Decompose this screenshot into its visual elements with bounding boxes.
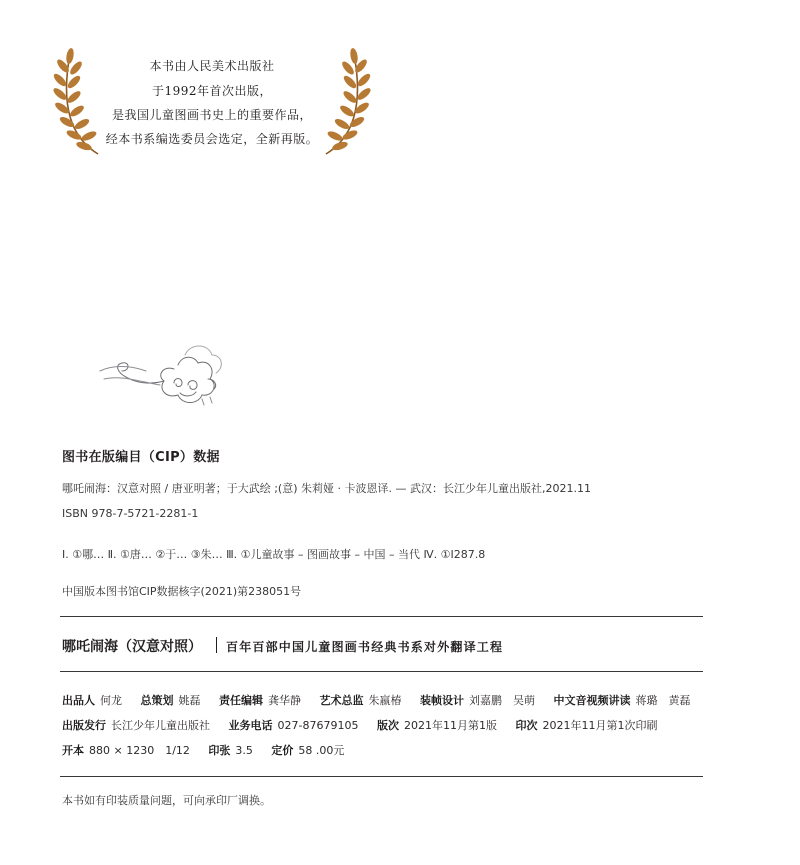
- credit-label: 出品人: [62, 694, 95, 707]
- award-line-1: 本书由人民美术出版社: [149, 59, 275, 73]
- credit-value: 长江少年儿童出版社: [111, 719, 210, 732]
- award-line-2: 于1992年首次出版，: [151, 84, 273, 98]
- cip-record-number: 中国版本图书馆CIP数据核字(2021)第238051号: [62, 585, 302, 598]
- award-line-3: 是我国儿童图画书史上的重要作品，: [111, 108, 312, 122]
- cip-classification: Ⅰ. ①哪… Ⅱ. ①唐… ②于… ③朱… Ⅲ. ①儿童故事 – 图画故事 – 中国 – 当代 Ⅳ. ①I287.8: [62, 548, 486, 561]
- quality-notice: 本书如有印装质量问题，可向承印厂调换。: [62, 794, 271, 807]
- credit-label: 印张: [208, 744, 231, 757]
- credit-value: 880 × 1230 1/12: [89, 744, 190, 757]
- credit-label: 印次: [515, 719, 538, 732]
- credit-label: 总策划: [140, 694, 174, 707]
- book-title: 哪吒闹海（汉意对照）: [62, 639, 202, 655]
- credit-label: 出版发行: [62, 719, 106, 732]
- credit-label: 定价: [271, 744, 294, 757]
- credit-value: 蒋璐 黄磊: [635, 694, 691, 707]
- credits-row-2: [62, 717, 657, 733]
- award-emblem: [52, 42, 372, 160]
- credit-value: 姚磊: [178, 694, 201, 707]
- credit-value: 2021年11月第1次印刷: [542, 719, 658, 732]
- credit-value: 2021年11月第1版: [403, 719, 497, 732]
- cip-isbn: ISBN 978-7-5721-2281-1: [62, 507, 199, 520]
- cip-bibliographic-line: 哪吒闹海：汉意对照 / 唐亚明著；于大武绘 ;(意) 朱莉娅 · 卡波恩译. — 武汉：长江少年儿童出版社,2021.11: [62, 482, 591, 495]
- credit-value: 58 .00元: [298, 744, 345, 757]
- credit-label: 开本: [62, 744, 84, 757]
- credit-label: 装帧设计: [420, 694, 464, 707]
- credit-label: 艺术总监: [319, 694, 364, 707]
- credit-value: 龚华静: [268, 694, 301, 707]
- divider: [60, 776, 703, 777]
- credit-value: 027-87679105: [277, 719, 359, 732]
- credit-value: 3.5: [235, 744, 253, 757]
- credit-label: 业务电话: [228, 719, 273, 732]
- credit-value: 何龙: [100, 694, 122, 707]
- credit-label: 责任编辑: [219, 694, 263, 707]
- credit-value: 朱嬴椿: [368, 694, 402, 707]
- cip-title: 图书在版编目（CIP）数据: [62, 450, 220, 465]
- divider: [60, 616, 703, 617]
- credit-label: 版次: [376, 719, 399, 732]
- title-separator: [216, 637, 217, 653]
- credits-row-3: [62, 742, 344, 758]
- credits-row-1: [62, 692, 691, 708]
- credit-value: 刘嘉鹏 吴萌: [469, 694, 535, 707]
- award-line-4: 经本书系编选委员会选定，全新再版。: [105, 132, 319, 146]
- series-name: 百年百部中国儿童图画书经典书系对外翻译工程: [226, 640, 504, 654]
- credit-label: 中文音视频讲读: [553, 694, 631, 707]
- divider: [60, 671, 703, 672]
- cloud-illustration: [90, 335, 230, 415]
